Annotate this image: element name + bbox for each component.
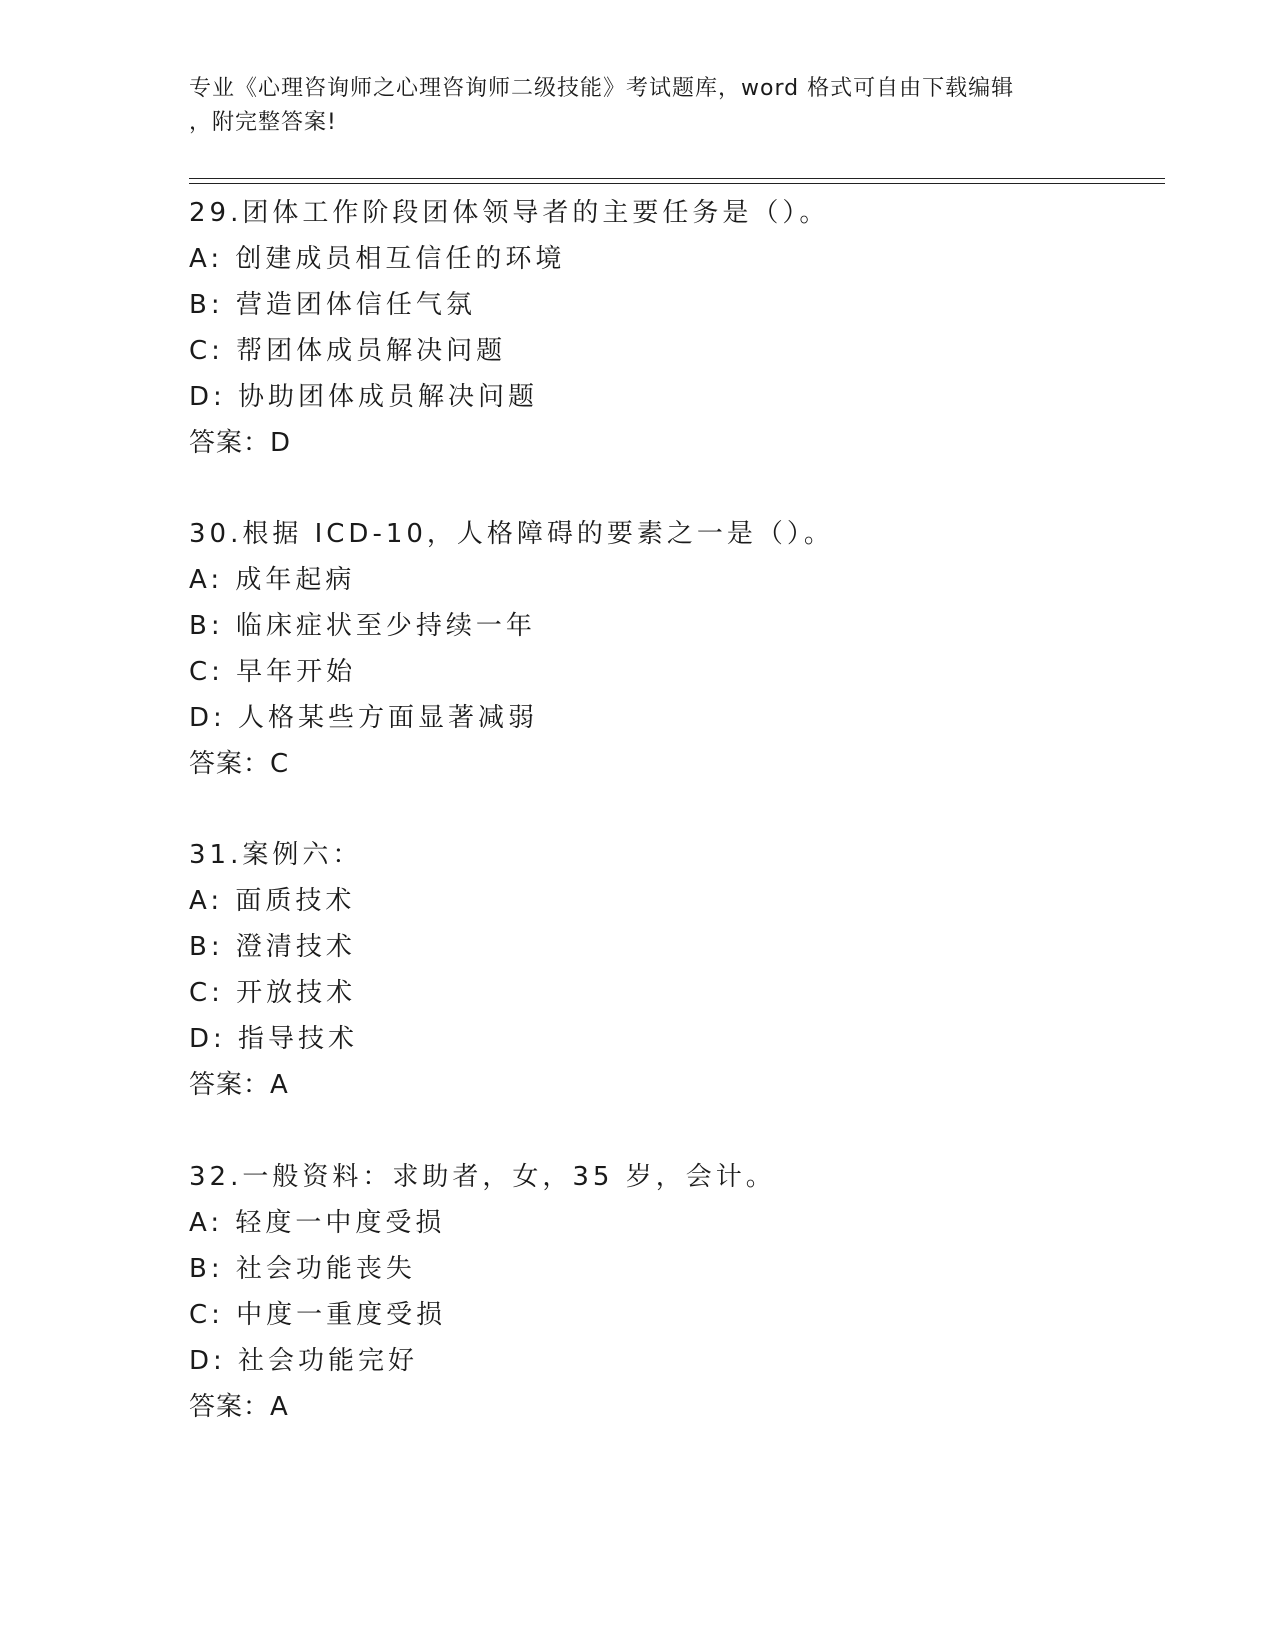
option-c: C: 开放技术	[189, 978, 357, 1008]
option-b: B: 临床症状至少持续一年	[189, 611, 536, 641]
option-d: D: 社会功能完好	[189, 1346, 419, 1376]
question-stem: 31.案例六：	[189, 840, 363, 870]
option-a: A: 创建成员相互信任的环境	[189, 244, 566, 274]
option-b: B: 营造团体信任气氛	[189, 290, 476, 320]
answer-line: 答案：D	[189, 428, 292, 458]
option-d: D: 人格某些方面显著减弱	[189, 703, 539, 733]
header-line-1: 专业《心理咨询师之心理咨询师二级技能》考试题库，word 格式可自由下载编辑	[189, 76, 1015, 101]
question-stem: 32.一般资料：求助者，女，35 岁，会计。	[189, 1162, 776, 1192]
question-block	[189, 832, 1149, 1108]
answer-line: 答案：C	[189, 749, 290, 779]
answer-line: 答案：A	[189, 1070, 289, 1100]
option-a: A: 成年起病	[189, 565, 356, 595]
option-a: A: 轻度一中度受损	[189, 1208, 446, 1238]
option-b: B: 社会功能丧失	[189, 1254, 416, 1284]
option-c: C: 中度一重度受损	[189, 1300, 447, 1330]
question-block	[189, 1154, 1149, 1430]
answer-line: 答案：A	[189, 1392, 289, 1422]
option-c: C: 早年开始	[189, 657, 357, 687]
option-c: C: 帮团体成员解决问题	[189, 336, 507, 366]
document-header	[189, 72, 1089, 140]
option-d: D: 指导技术	[189, 1024, 359, 1054]
header-line-2: ，附完整答案!	[189, 110, 337, 135]
header-divider-bottom	[189, 183, 1165, 184]
option-a: A: 面质技术	[189, 886, 356, 916]
option-d: D: 协助团体成员解决问题	[189, 382, 539, 412]
question-block	[189, 511, 1149, 787]
header-divider-top	[189, 178, 1165, 179]
question-stem: 30.根据 ICD-10，人格障碍的要素之一是（）。	[189, 519, 834, 549]
option-b: B: 澄清技术	[189, 932, 356, 962]
question-stem: 29.团体工作阶段团体领导者的主要任务是（）。	[189, 198, 830, 228]
question-block	[189, 190, 1149, 466]
